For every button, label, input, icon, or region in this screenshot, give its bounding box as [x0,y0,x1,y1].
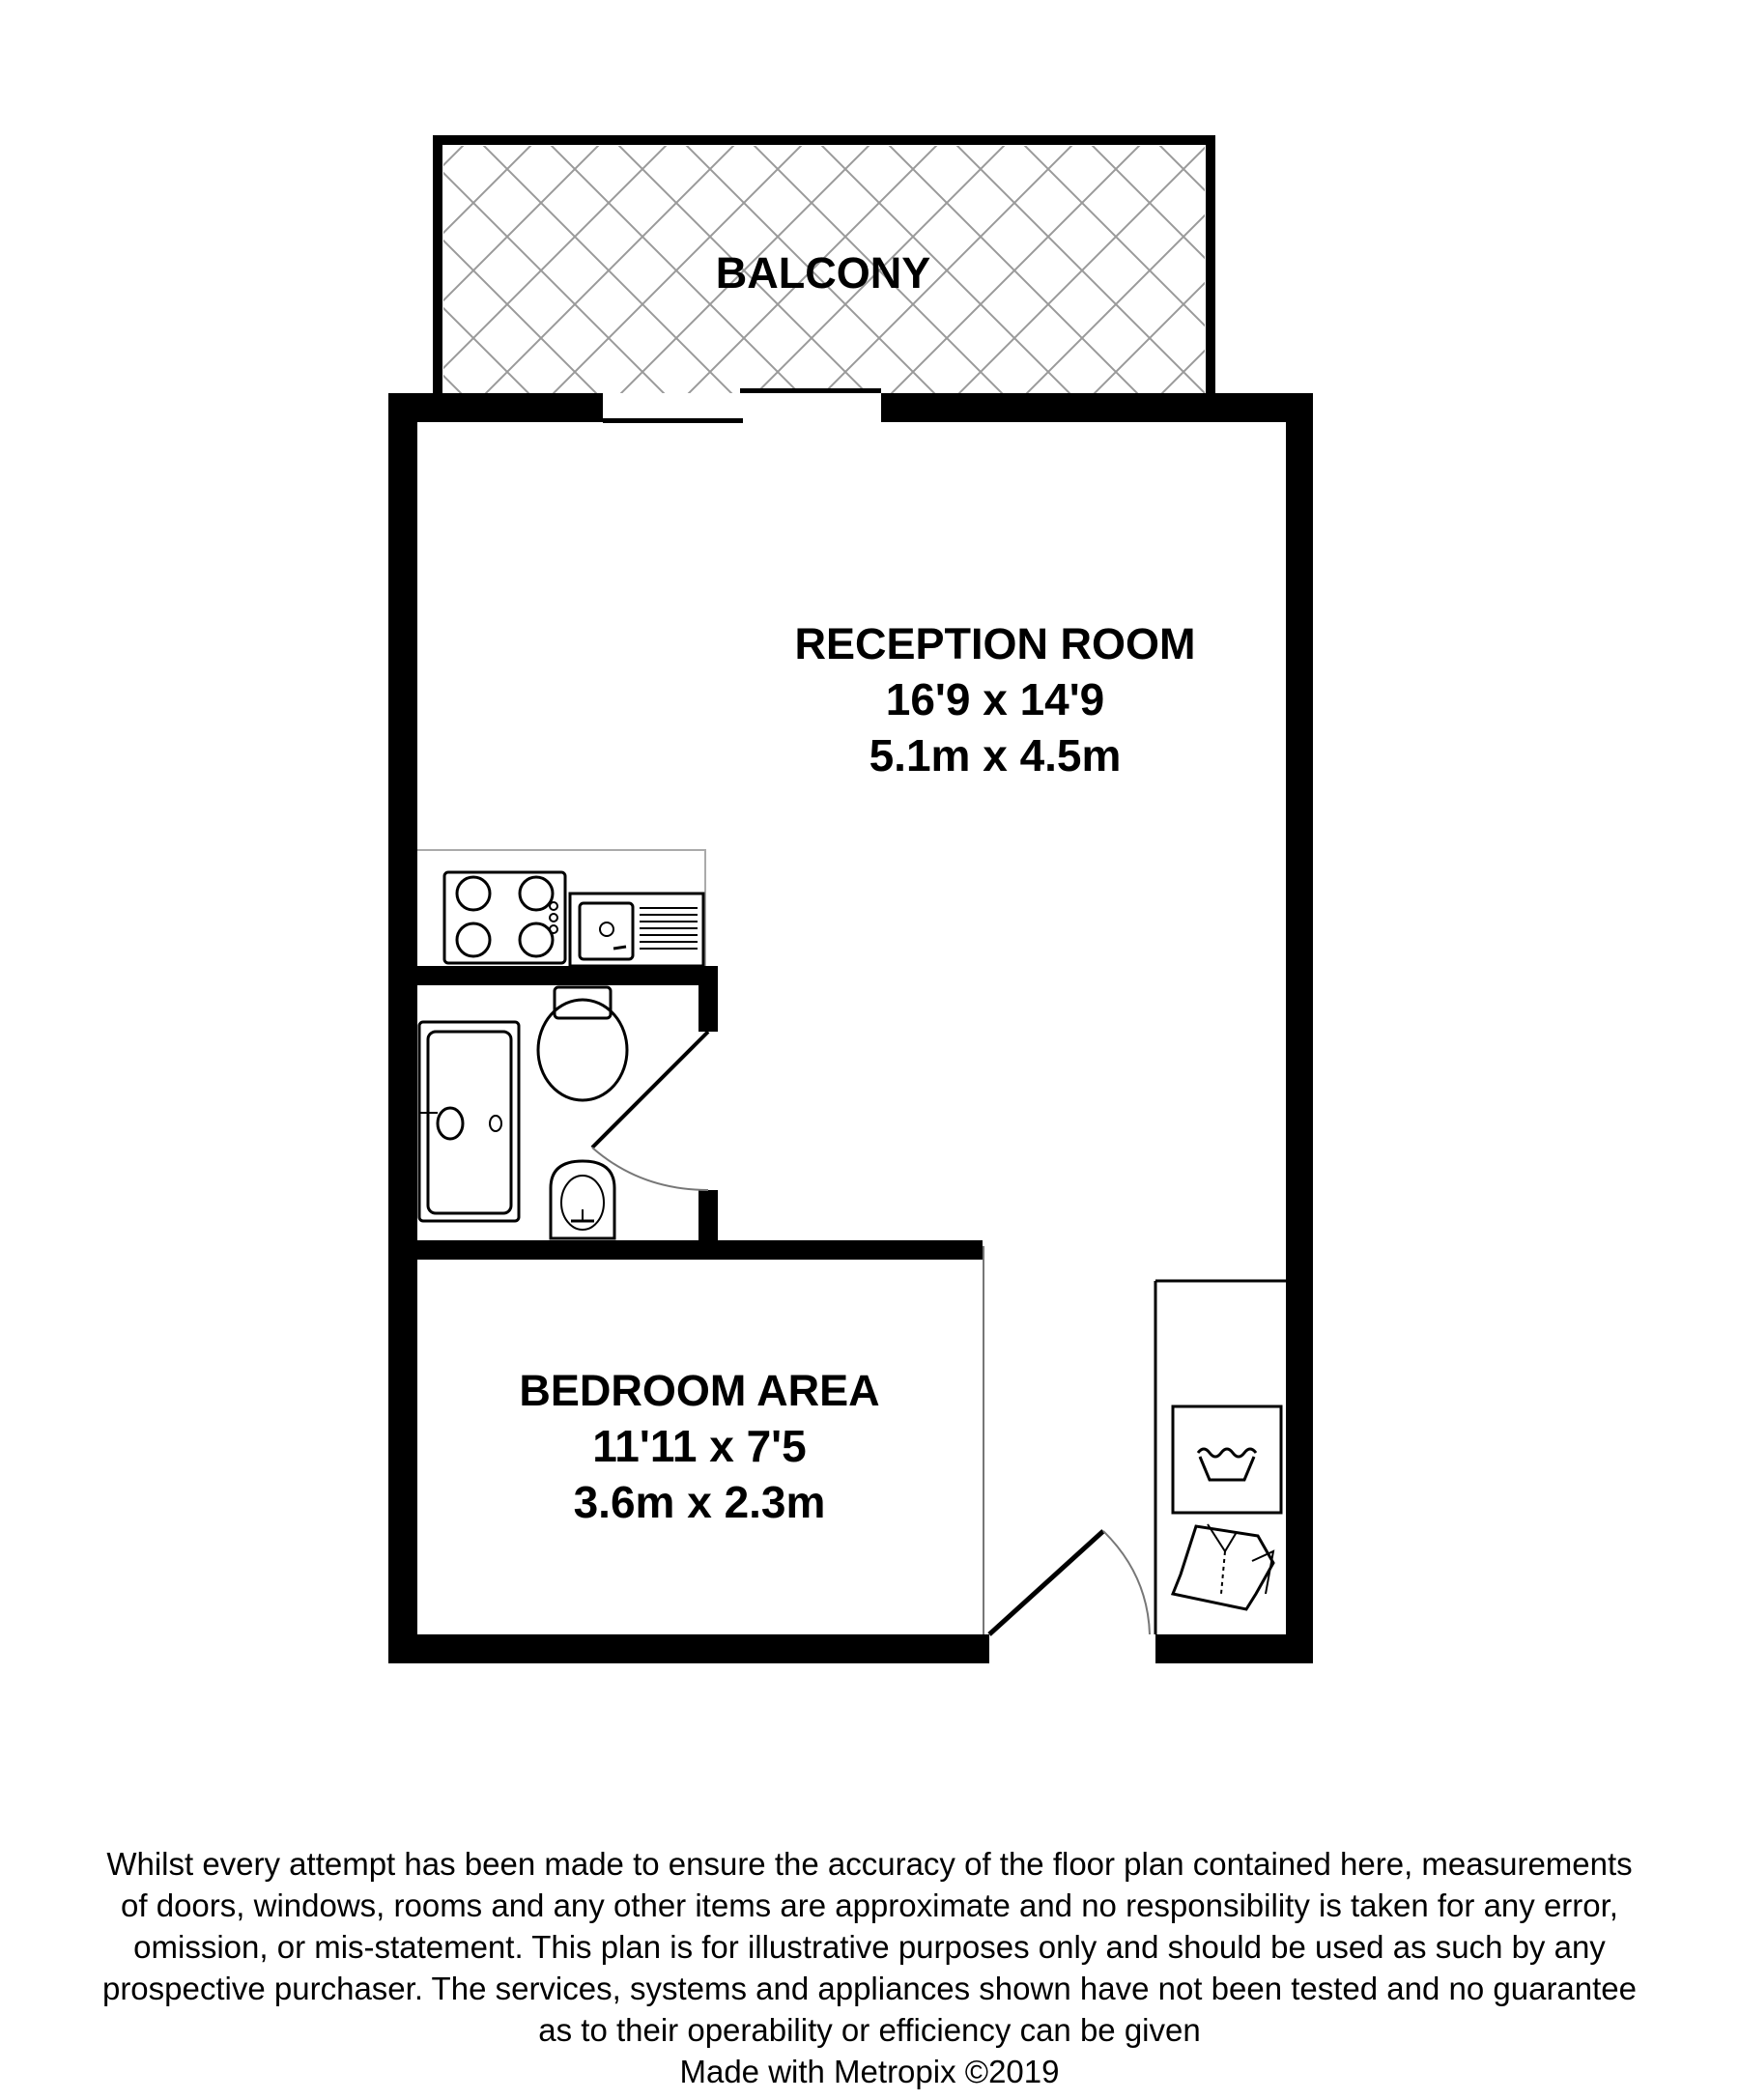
disclaimer-line: of doors, windows, rooms and any other items are approximate and no responsibility is taken for any error, [121,1887,1618,1923]
bath-icon [419,1022,519,1221]
reception-name: RECEPTION ROOM [794,619,1196,668]
metropix-credit: Made with Metropix ©2019 [679,2054,1060,2089]
disclaimer-line: Whilst every attempt has been made to ensure the accuracy of the floor plan contained here, measurements [106,1846,1633,1882]
balcony-label: BALCONY [715,248,931,298]
disclaimer [0,1843,1739,2092]
balcony-sliding-door [603,388,881,423]
washbasin-icon [551,1161,614,1238]
sink-icon [570,894,703,966]
toilet-icon [538,987,627,1100]
bedroom-dim-imperial: 11'11 x 7'5 [592,1421,807,1471]
bathroom-door [592,1032,708,1190]
interior-walls [417,966,983,1260]
disclaimer-line: as to their operability or efficiency can be given [538,2012,1201,2048]
utility-cupboard [1155,1281,1286,1634]
entrance-door [989,1531,1150,1634]
reception-dim-imperial: 16'9 x 14'9 [885,674,1105,724]
bedroom-dim-metric: 3.6m x 2.3m [573,1477,826,1527]
hob-icon [444,872,565,963]
reception-dim-metric: 5.1m x 4.5m [869,730,1122,780]
balcony-area [438,140,1211,393]
disclaimer-line: omission, or mis-statement. This plan is for illustrative purposes only and should be used as such by any [133,1929,1606,1965]
disclaimer-line: prospective purchaser. The services, systems and appliances shown have not been tested and no guarantee [101,1971,1638,2006]
bedroom-name: BEDROOM AREA [519,1366,880,1415]
reception-room-label [794,619,1195,780]
washing-machine-icon [1173,1406,1281,1513]
clothes-icon [1173,1524,1273,1609]
bedroom-area-label [519,1366,879,1527]
